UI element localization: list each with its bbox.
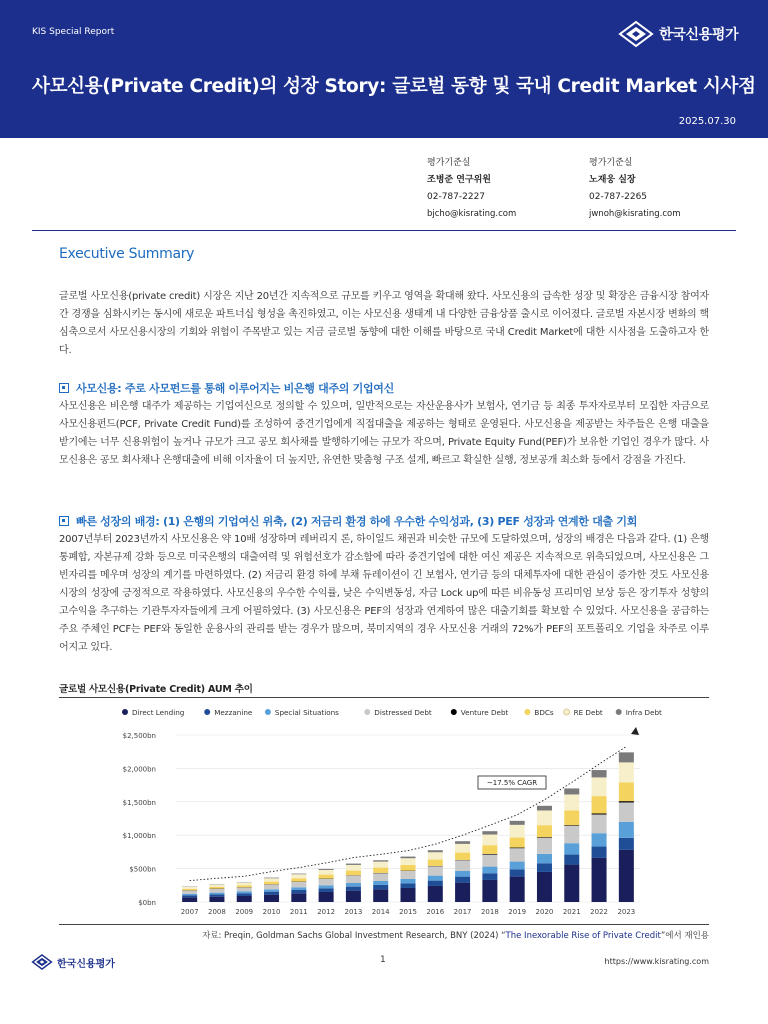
bar-segment	[237, 888, 252, 892]
x-tick-label: 2015	[399, 908, 417, 916]
bar-segment	[510, 838, 525, 848]
bar-segment	[619, 838, 634, 850]
y-tick-label: $500bn	[129, 865, 156, 874]
analyst-role: 평가기준실	[427, 158, 471, 168]
bar-segment	[428, 866, 443, 875]
bar-segment	[537, 863, 552, 872]
bar-segment	[209, 897, 224, 902]
bar-segment	[264, 885, 279, 890]
bar-segment	[428, 876, 443, 881]
bar-segment	[346, 891, 361, 902]
bar-segment	[182, 891, 197, 894]
bar-segment	[209, 887, 224, 889]
x-tick-label: 2016	[426, 908, 445, 916]
legend-marker	[564, 709, 570, 715]
figure-source	[202, 929, 709, 941]
bar-segment	[592, 833, 607, 846]
x-tick-label: 2014	[371, 908, 390, 916]
x-tick-label: 2010	[262, 908, 281, 916]
legend-label: Direct Lending	[132, 708, 185, 717]
bar-segment	[455, 853, 470, 860]
section-heading-text: 사모신용: 주로 사모펀드를 통해 이루어지는 비은행 대주의 기업여신	[76, 382, 394, 395]
bar-segment	[291, 882, 306, 887]
bar-segment	[400, 879, 415, 883]
y-tick-label: $2,500bn	[122, 732, 156, 740]
legend-label: Venture Debt	[460, 708, 509, 717]
bar-segment	[346, 871, 361, 876]
bar-segment	[291, 887, 306, 890]
bar-segment	[619, 801, 634, 802]
bar-segment	[209, 893, 224, 895]
analyst-role: 평가기준실	[589, 158, 633, 168]
bar-segment	[455, 877, 470, 883]
section-heading	[59, 380, 719, 396]
bar-segment	[482, 831, 497, 834]
bar-segment	[346, 864, 361, 865]
bar-segment	[592, 813, 607, 814]
bar-segment	[346, 883, 361, 887]
bar-segment	[373, 885, 388, 889]
bar-segment	[619, 782, 634, 801]
x-tick-label: 2008	[208, 908, 226, 916]
analyst-email[interactable]: jwnoh@kisrating.com	[589, 209, 681, 219]
y-tick-label: $0bn	[138, 899, 156, 907]
bar-segment	[564, 810, 579, 825]
report-banner	[0, 0, 768, 138]
bar-segment	[264, 892, 279, 895]
bar-segment	[455, 871, 470, 877]
bar-segment	[592, 777, 607, 796]
bar-segment	[237, 893, 252, 896]
bar-segment	[564, 825, 579, 826]
bar-segment	[264, 889, 279, 891]
bar-segment	[237, 885, 252, 887]
bar-segment	[319, 869, 334, 870]
x-tick-label: 2012	[317, 908, 336, 916]
header-divider	[32, 230, 736, 231]
bar-segment	[373, 868, 388, 873]
bar-segment	[537, 837, 552, 838]
bar-segment	[319, 870, 334, 875]
bar-segment	[482, 867, 497, 874]
trend-arrowhead	[631, 727, 639, 735]
bar-segment	[592, 847, 607, 858]
bar-segment	[291, 878, 306, 881]
bar-segment	[209, 889, 224, 893]
bar-segment	[455, 860, 470, 871]
figure-title: 글로벌 사모신용(Private Credit) AUM 추이	[59, 684, 253, 695]
analyst-phone: 02-787-2265	[589, 192, 648, 202]
summary-paragraph: 글로벌 사모신용(private credit) 시장은 지난 20년간 지속적으로 규모를 키우고 영역을 확대해 왔다. 사모신용의 급속한 성장 및 확장은 금융시장 참여자간 경쟁을 심화시키는 동시에 새로운 파트너십 형성을 촉진하였고, 이는 사모신용 생태계 내 다양한 금융상품 출시로 이어졌다. 글로벌 자본시장 변화의 핵심축으로서 사모신용시장의 기회와 위험이 주목받고 있는 지금 글로벌 동향에 대한 이해를 바탕으로 국내 Credit Market에 대한 시사점을 도출하고자 한다.	[59, 291, 709, 356]
bar-segment	[373, 881, 388, 885]
bar-segment	[291, 874, 306, 878]
bar-segment	[564, 843, 579, 854]
bar-segment	[346, 865, 361, 871]
bar-segment	[619, 850, 634, 902]
bar-segment	[537, 806, 552, 811]
report-date: 2025.07.30	[678, 116, 736, 127]
x-tick-label: 2019	[508, 908, 527, 916]
bar-segment	[291, 890, 306, 893]
bar-segment	[319, 892, 334, 902]
bar-segment	[291, 893, 306, 902]
bar-segment	[482, 880, 497, 902]
x-tick-label: 2018	[480, 908, 499, 916]
bar-segment	[237, 891, 252, 893]
bar-segment	[346, 887, 361, 891]
bar-segment	[373, 889, 388, 902]
footer-brand-name: 한국신용평가	[57, 958, 115, 970]
legend-marker	[524, 709, 530, 715]
bar-segment	[319, 875, 334, 879]
bar-segment	[537, 810, 552, 825]
bar-segment	[319, 888, 334, 892]
brand-logo	[619, 21, 738, 47]
analyst-contact	[589, 155, 681, 223]
section-title: Executive Summary	[59, 246, 195, 262]
x-tick-label: 2021	[562, 908, 581, 916]
bar-segment	[182, 887, 197, 889]
y-tick-label: $1,500bn	[122, 798, 156, 807]
footer-brand	[32, 954, 115, 970]
bar-segment	[592, 770, 607, 777]
bar-segment	[564, 788, 579, 794]
bar-segment	[264, 882, 279, 885]
bar-segment	[455, 841, 470, 844]
x-tick-label: 2023	[617, 908, 636, 916]
bar-segment	[400, 883, 415, 888]
bar-segment	[592, 796, 607, 813]
legend-marker	[265, 709, 271, 715]
bar-segment	[564, 794, 579, 810]
bar-segment	[537, 825, 552, 837]
x-tick-label: 2007	[180, 908, 199, 916]
report-series: KIS Special Report	[32, 27, 115, 37]
legend-marker	[122, 709, 128, 715]
bar-segment	[564, 826, 579, 843]
bar-segment	[182, 894, 197, 895]
bar-segment	[510, 869, 525, 876]
bar-segment	[564, 855, 579, 865]
bar-segment	[237, 896, 252, 902]
square-bullet-icon	[59, 383, 69, 393]
bar-segment	[510, 848, 525, 861]
bar-segment	[510, 821, 525, 825]
legend-label: RE Debt	[573, 708, 603, 717]
bar-segment	[400, 857, 415, 859]
bar-segment	[373, 862, 388, 868]
x-tick-label: 2022	[590, 908, 608, 916]
bar-segment	[537, 872, 552, 902]
y-tick-label: $2,000bn	[122, 765, 156, 774]
bar-segment	[400, 888, 415, 902]
bar-segment	[592, 814, 607, 833]
legend-label: Distressed Debt	[374, 708, 432, 717]
bar-segment	[619, 822, 634, 838]
bar-segment	[428, 852, 443, 859]
y-tick-label: $1,000bn	[122, 832, 156, 841]
bar-segment	[428, 881, 443, 886]
legend-marker	[364, 709, 370, 715]
bar-segment	[482, 845, 497, 854]
section-heading-text: 빠른 성장의 배경: (1) 은행의 기업여신 위축, (2) 저금리 환경 하에 우수한 수익성과, (3) PEF 성장과 연계한 대출 기회	[76, 515, 638, 528]
x-tick-label: 2017	[453, 908, 472, 916]
bar-segment	[209, 885, 224, 887]
bar-segment	[209, 894, 224, 896]
bar-segment	[537, 838, 552, 854]
source-suffix: ”에서 재인용	[660, 931, 709, 941]
section-heading	[59, 513, 719, 529]
bar-segment	[619, 762, 634, 782]
legend-marker	[616, 709, 622, 715]
bar-segment	[482, 873, 497, 880]
bar-segment	[455, 844, 470, 853]
bar-segment	[510, 862, 525, 870]
legend-label: Special Situations	[274, 708, 339, 717]
legend-marker	[451, 709, 457, 715]
bar-segment	[510, 825, 525, 838]
analyst-email[interactable]: bjcho@kisrating.com	[427, 209, 517, 219]
bar-segment	[182, 889, 197, 890]
x-tick-label: 2009	[235, 908, 254, 916]
aum-stacked-bar-chart	[118, 702, 662, 920]
bar-segment	[373, 873, 388, 881]
x-tick-label: 2020	[535, 908, 554, 916]
source-link[interactable]: The Inexorable Rise of Private Credit	[505, 931, 661, 941]
report-title: 사모신용(Private Credit)의 성장 Story: 글로벌 동향 및 국내 Credit Market 시사점	[32, 76, 756, 97]
legend-label: Mezzanine	[214, 708, 253, 717]
legend-label: BDCs	[534, 708, 554, 717]
bar-segment	[319, 885, 334, 888]
bar-segment	[400, 871, 415, 879]
bar-segment	[237, 883, 252, 886]
bar-segment	[428, 860, 443, 866]
source-prefix: 자료: Preqin, Goldman Sachs Global Investment Research, BNY (2024) “	[202, 931, 506, 941]
analyst-contact	[427, 155, 516, 223]
bar-segment	[510, 877, 525, 902]
analyst-name: 조병준 연구위원	[427, 175, 491, 185]
bar-segment	[428, 886, 443, 902]
bar-segment	[373, 860, 388, 861]
bar-segment	[400, 865, 415, 871]
x-tick-label: 2011	[289, 908, 308, 916]
bar-segment	[482, 854, 497, 855]
square-bullet-icon	[59, 516, 69, 526]
bar-segment	[264, 878, 279, 881]
bar-segment	[264, 878, 279, 879]
legend-marker	[204, 709, 210, 715]
bar-segment	[182, 897, 197, 902]
bar-segment	[619, 752, 634, 762]
bar-segment	[319, 879, 334, 885]
figure-bottom-rule	[59, 924, 709, 925]
bar-segment	[455, 883, 470, 902]
analyst-name: 노재웅 실장	[589, 175, 636, 185]
bar-segment	[537, 854, 552, 863]
website-url[interactable]: https://www.kisrating.com	[604, 957, 709, 966]
brand-name: 한국신용평가	[659, 27, 739, 43]
page-number: 1	[380, 955, 386, 965]
bar-segment	[400, 858, 415, 865]
bar-segment	[264, 895, 279, 902]
section-paragraph: 2007년부터 2023년까지 사모신용은 약 10배 성장하며 레버리지 론, 하이일드 채권과 비슷한 규모에 도달하였으며, 성장의 배경은 다음과 같다. (1) 은행 통폐합, 자본규제 강화 등으로 미국은행의 대출여력 및 위험선호가 감소함에 따라 중견기업에 대한 여신 제공은 지속적으로 위축되었으며, 사모신용은 그 빈자리를 메우며 성장의 계기를 마련하였다. (2) 저금리 환경 하에 부채 듀레이션이 긴 보험사, 연기금 등의 대체투자에 대한 관심이 증가한 것도 사모신용 시장의 성장에 긍정적으로 작용하였다. 사모신용의 우수한 수익률, 낮은 수익변동성, 자금 Lock up에 따른 비유동성 프리미엄 보상 등은 장기투자 성향의 고수익을 추구하는 기관투자자들에게 크게 어필하였다. (3) 사모신용은 PEF의 성장과 연계하여 많은 대출기회를 확보할 수 있었다. 사모신용을 공급하는 주요 주체인 PCF는 PEF와 동일한 운용사의 관리를 받는 경우가 많으며, 북미지역의 경우 사모신용 거래의 72%가 PEF의 포트폴리오 기업을 차주로 이루어지고 있다.	[59, 534, 709, 653]
legend-label: Infra Debt	[625, 708, 662, 717]
bar-segment	[592, 858, 607, 902]
bar-segment	[182, 895, 197, 897]
bar-segment	[619, 802, 634, 821]
bar-segment	[428, 850, 443, 852]
bar-segment	[482, 855, 497, 867]
kis-logo-icon	[619, 21, 653, 47]
bar-segment	[482, 835, 497, 846]
bar-segment	[346, 876, 361, 883]
x-tick-label: 2013	[344, 908, 363, 916]
bar-segment	[564, 865, 579, 902]
analyst-phone: 02-787-2227	[427, 192, 486, 202]
bar-segment	[291, 874, 306, 875]
bar-segment	[510, 848, 525, 849]
kis-logo-icon	[32, 954, 52, 970]
figure-top-rule	[59, 697, 709, 698]
section-paragraph: 사모신용은 비은행 대주가 제공하는 기업여신으로 정의할 수 있으며, 일반적으로는 자산운용사가 보험사, 연기금 등 최종 투자자로부터 모집한 자금으로 사모신용펀드(PCF, Private Credit Fund)를 조성하여 중견기업에게 직접대출을 제공하는 형태로 운영된다. 사모신용을 제공받는 차주들은 은행 대출을 받기에는 너무 신용위험이 높거나 규모가 크고 공모 회사채를 발행하기에는 규모가 작으며, Private Equity Fund(PEF)가 보유한 기업인 경우가 많다. 사모신용은 공모 회사채나 은행대출에 비해 이자율이 더 높지만, 유연한 맞춤형 구조 설계, 빠르고 확실한 실행, 정보공개 최소화 등에서 강점을 가진다.	[59, 401, 709, 466]
cagr-annotation: ~17.5% CAGR	[486, 779, 538, 787]
